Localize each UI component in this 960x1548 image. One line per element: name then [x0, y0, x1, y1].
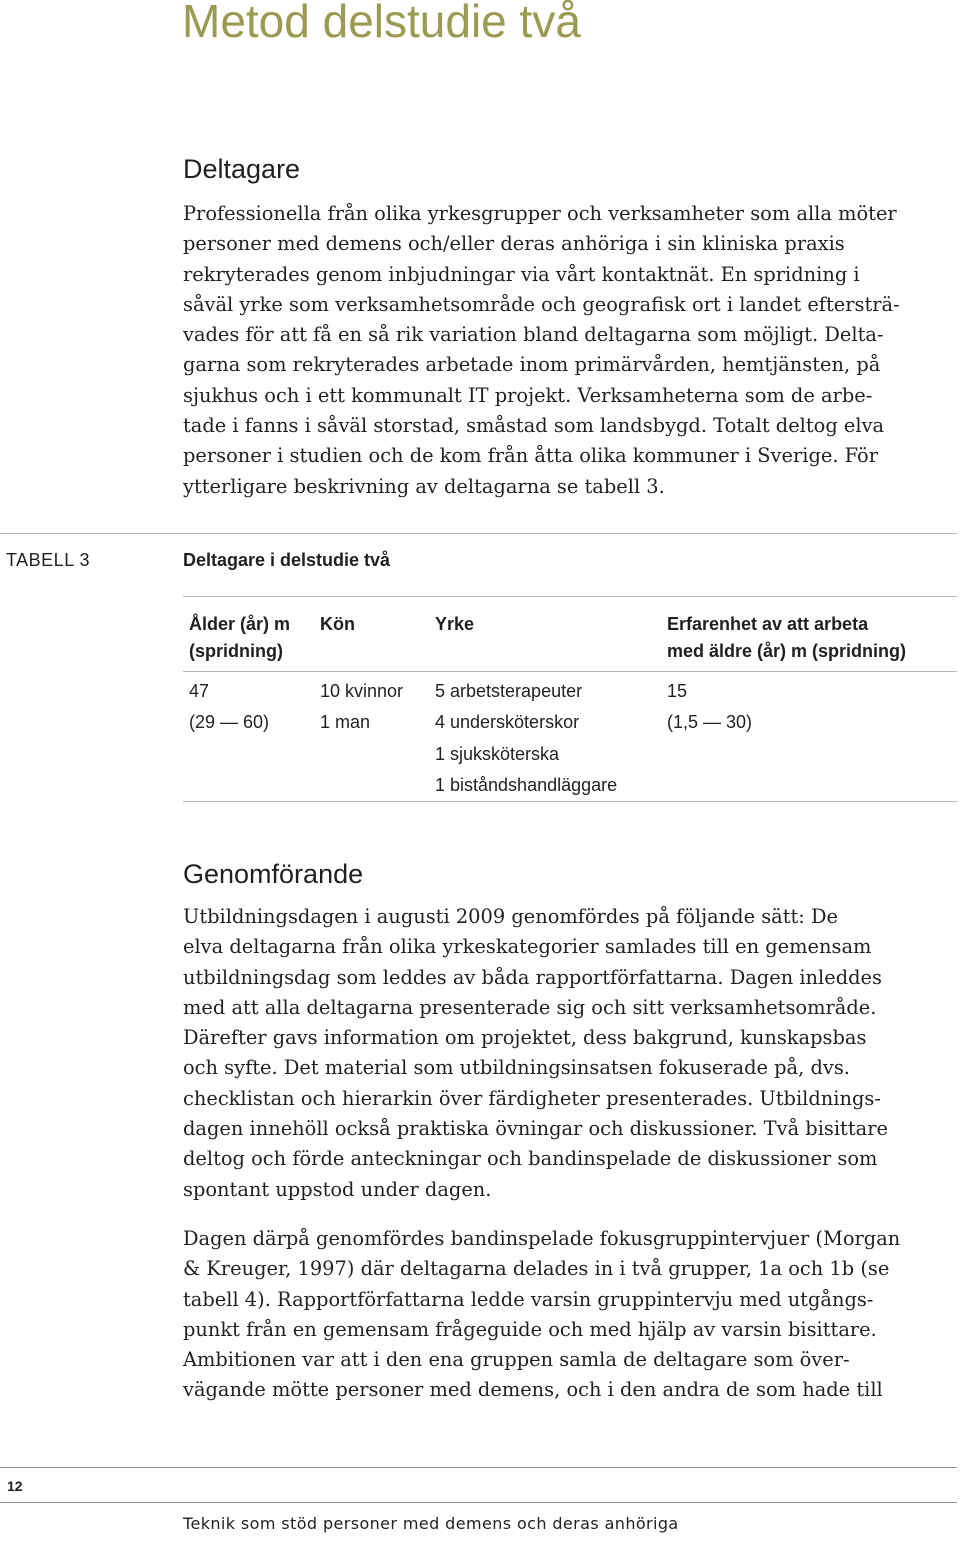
header-line: (spridning)	[189, 641, 283, 661]
paragraph-line: deltog och förde anteckningar och bandinspelade de diskussioner som	[183, 1147, 878, 1171]
section-paragraph-genomforande-2	[183, 1224, 958, 1406]
section-paragraph-deltagare	[183, 199, 958, 502]
table-cell-experience	[667, 676, 752, 739]
table-header-gender	[320, 611, 355, 638]
paragraph-line: Dagen därpå genomfördes bandinspelade fokusgruppintervjuer (Morgan	[183, 1227, 901, 1250]
paragraph-line: garna som rekryterades arbetade inom primärvården, hemtjänsten, på	[183, 353, 881, 377]
table-bottom-rule	[183, 801, 957, 802]
paragraph-line: såväl yrke som verksamhetsområde och geografisk ort i landet eftersträ-	[183, 292, 900, 316]
cell-line: 47	[189, 681, 210, 701]
paragraph-line: med att alla deltagarna presenterade sig och sitt verksamhetsområde.	[183, 995, 877, 1019]
cell-line: 5 arbetsterapeuter	[435, 681, 583, 701]
table-header-age	[189, 611, 290, 665]
cell-line: (1,5 — 30)	[667, 712, 753, 733]
cell-line: 1 man	[320, 712, 371, 733]
paragraph-line: spontant uppstod under dagen.	[183, 1177, 492, 1201]
table-cell-age	[189, 676, 269, 739]
page-number: 12	[7, 1478, 23, 1494]
cell-line: 10 kvinnor	[320, 681, 404, 701]
paragraph-line: sjukhus och i ett kommunalt IT projekt. Verksamheterna som de arbe-	[183, 383, 873, 407]
table-cell-gender	[320, 676, 403, 739]
cell-line: 15	[667, 681, 688, 701]
table-caption: Deltagare i delstudie två	[183, 550, 391, 570]
cell-line: (29 — 60)	[189, 712, 270, 733]
section-paragraph-genomforande-1	[183, 902, 958, 1205]
section-heading-genomforande: Genomförande	[183, 859, 364, 889]
section-heading-deltagare: Deltagare	[183, 154, 301, 184]
paragraph-line: tade i fanns i såväl storstad, småstad som landsbygd. Totalt deltog elva	[183, 414, 885, 438]
paragraph-line: punkt från en gemensam frågeguide och med hjälp av varsin bisittare.	[183, 1317, 877, 1341]
header-line: Yrke	[435, 614, 475, 634]
table-header-top-rule	[183, 596, 957, 597]
paragraph-line: tabell 4). Rapportförfattarna ledde varsin gruppintervju med utgångs-	[183, 1287, 874, 1311]
paragraph-line: Utbildningsdagen i augusti 2009 genomfördes på följande sätt: De	[183, 905, 839, 928]
paragraph-line: vades för att få en så rik variation bland deltagarna som möjligt. Delta-	[183, 323, 884, 347]
paragraph-line: & Kreuger, 1997) där deltagarna delades in i två grupper, 1a och 1b (se	[183, 1257, 890, 1281]
paragraph-line: Professionella från olika yrkesgrupper och verksamheter som alla möter	[183, 202, 897, 225]
paragraph-line: dagen innehöll också praktiska övningar och diskussioner. Två bisittare	[183, 1117, 888, 1141]
paragraph-line: personer i studien och de kom från åtta olika kommuner i Sverige. För	[183, 444, 878, 468]
table-header-profession	[435, 611, 474, 638]
footer-bottom-rule	[0, 1502, 957, 1503]
table-header-bottom-rule	[183, 671, 957, 672]
paragraph-line: utbildningsdag som leddes av båda rapportförfattarna. Dagen inleddes	[183, 965, 882, 989]
paragraph-line: checklistan och hierarkin över färdigheter presenterades. Utbildnings-	[183, 1086, 881, 1110]
footer-text: Teknik som stöd personer med demens och deras anhöriga	[183, 1514, 679, 1533]
paragraph-line: ytterligare beskrivning av deltagarna se tabell 3.	[183, 474, 665, 498]
paragraph-line: och syfte. Det material som utbildningsinsatsen fokuserade på, dvs.	[183, 1056, 850, 1080]
paragraph-line: personer med demens och/eller deras anhöriga i sin kliniska praxis	[183, 232, 845, 256]
table-top-rule	[0, 533, 957, 534]
table-header-experience	[667, 611, 906, 665]
table-cell-profession	[435, 676, 617, 801]
cell-line: 1 biståndshandläggare	[435, 774, 618, 795]
paragraph-line: elva deltagarna från olika yrkeskategorier samlades till en gemensam	[183, 935, 872, 959]
paragraph-line: rekryterades genom inbjudningar via vårt kontaktnät. En spridning i	[183, 262, 860, 286]
header-line: med äldre (år) m (spridning)	[667, 641, 907, 661]
header-line: Erfarenhet av att arbeta	[667, 614, 869, 634]
header-line: Ålder (år) m	[189, 614, 291, 634]
footer-top-rule	[0, 1467, 957, 1468]
paragraph-line: vägande mötte personer med demens, och i den andra de som hade till	[183, 1378, 883, 1402]
cell-line: 4 undersköterskor	[435, 712, 580, 733]
paragraph-line: Ambitionen var att i den ena gruppen samla de deltagare som över-	[183, 1348, 850, 1372]
table-label: TABELL 3	[6, 550, 91, 570]
cell-line: 1 sjuksköterska	[435, 743, 560, 764]
page-title: Metod delstudie två	[182, 0, 581, 47]
paragraph-line: Därefter gavs information om projektet, dess bakgrund, kunskapsbas	[183, 1026, 867, 1050]
header-line: Kön	[320, 614, 355, 634]
